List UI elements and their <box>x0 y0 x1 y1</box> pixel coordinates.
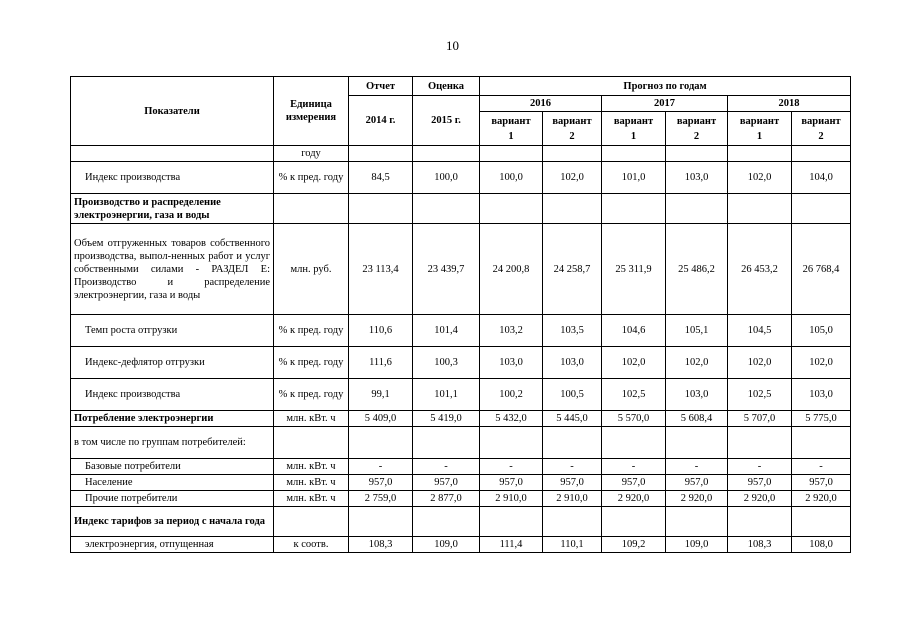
row-value <box>413 507 480 537</box>
variant-number: 1 <box>630 130 637 142</box>
header-unit: Единица измерения <box>274 77 349 146</box>
table-row <box>71 411 851 427</box>
row-value <box>666 427 728 459</box>
row-value: 102,0 <box>543 162 602 194</box>
row-value: 2 920,0 <box>792 491 851 507</box>
row-value: 104,0 <box>792 162 851 194</box>
page-number: 10 <box>446 38 459 53</box>
row-unit <box>274 427 349 459</box>
row-value: 101,4 <box>413 315 480 347</box>
row-name: Темп роста отгрузки <box>71 315 274 347</box>
row-value: - <box>666 459 728 475</box>
row-name: в том числе по группам потребителей: <box>71 427 274 459</box>
row-value: 102,5 <box>602 379 666 411</box>
row-value <box>480 507 543 537</box>
row-value: 2 920,0 <box>666 491 728 507</box>
row-value: - <box>480 459 543 475</box>
row-name: Прочие потребители <box>71 491 274 507</box>
row-value: 108,3 <box>349 537 413 553</box>
row-value: 108,0 <box>792 537 851 553</box>
row-unit: году <box>274 146 349 162</box>
row-value: 24 200,8 <box>480 224 543 315</box>
row-value <box>602 507 666 537</box>
row-value: 110,6 <box>349 315 413 347</box>
row-value: 24 258,7 <box>543 224 602 315</box>
header-year-2016: 2016 <box>480 96 602 112</box>
row-value: 111,6 <box>349 347 413 379</box>
row-unit: % к пред. году <box>274 379 349 411</box>
row-name: Потребление электроэнергии <box>71 411 274 427</box>
row-value <box>543 427 602 459</box>
row-value: 2 920,0 <box>728 491 792 507</box>
row-value <box>543 146 602 162</box>
table-row <box>71 537 851 553</box>
row-value: 26 768,4 <box>792 224 851 315</box>
row-value: 957,0 <box>728 475 792 491</box>
row-value: 957,0 <box>349 475 413 491</box>
header-estimate-year: 2015 г. <box>413 96 480 146</box>
row-unit: млн. кВт. ч <box>274 475 349 491</box>
header-variant-2018-2 <box>792 112 851 146</box>
row-value <box>728 507 792 537</box>
header-variant-2018-1 <box>728 112 792 146</box>
row-value <box>349 194 413 224</box>
row-value: 102,5 <box>728 379 792 411</box>
variant-word: вариант <box>739 115 780 127</box>
row-value <box>792 146 851 162</box>
row-value <box>666 507 728 537</box>
row-value: - <box>543 459 602 475</box>
row-value: 5 775,0 <box>792 411 851 427</box>
row-value <box>413 146 480 162</box>
row-value: 23 439,7 <box>413 224 480 315</box>
row-value: 957,0 <box>543 475 602 491</box>
row-value: 5 707,0 <box>728 411 792 427</box>
row-value <box>349 146 413 162</box>
row-unit: млн. кВт. ч <box>274 491 349 507</box>
row-value: 5 608,4 <box>666 411 728 427</box>
row-value: 104,5 <box>728 315 792 347</box>
row-name <box>71 146 274 162</box>
row-name: Производство и распределение электроэнергии, газа и воды <box>71 194 274 224</box>
row-value: - <box>728 459 792 475</box>
row-value: 25 486,2 <box>666 224 728 315</box>
table-row <box>71 224 851 315</box>
table-row <box>71 459 851 475</box>
variant-word: вариант <box>801 115 841 127</box>
row-unit: млн. руб. <box>274 224 349 315</box>
row-value: 110,1 <box>543 537 602 553</box>
header-report: Отчет <box>349 77 413 96</box>
variant-number: 1 <box>756 130 763 142</box>
row-value: 5 570,0 <box>602 411 666 427</box>
row-value: 103,5 <box>543 315 602 347</box>
row-value: 105,0 <box>792 315 851 347</box>
row-unit: % к пред. году <box>274 162 349 194</box>
row-value: 957,0 <box>666 475 728 491</box>
row-unit <box>274 194 349 224</box>
header-variant-2017-1 <box>602 112 666 146</box>
row-value: 100,2 <box>480 379 543 411</box>
table-row <box>71 315 851 347</box>
row-unit: млн. кВт. ч <box>274 411 349 427</box>
row-value: 99,1 <box>349 379 413 411</box>
table-row <box>71 162 851 194</box>
row-value: 5 432,0 <box>480 411 543 427</box>
row-value: 2 910,0 <box>543 491 602 507</box>
row-value: - <box>349 459 413 475</box>
row-value <box>602 427 666 459</box>
header-variant-2016-1 <box>480 112 543 146</box>
row-name: Индекс производства <box>71 379 274 411</box>
row-value <box>349 507 413 537</box>
row-name: Индекс-дефлятор отгрузки <box>71 347 274 379</box>
header-year-2018: 2018 <box>728 96 851 112</box>
row-value: 957,0 <box>792 475 851 491</box>
variant-number: 2 <box>693 130 700 142</box>
table-row <box>71 347 851 379</box>
row-value: 5 445,0 <box>543 411 602 427</box>
row-value <box>728 194 792 224</box>
variant-word: вариант <box>676 115 717 127</box>
table-row <box>71 194 851 224</box>
row-value: - <box>413 459 480 475</box>
table-row <box>71 427 851 459</box>
header-variant-2017-2 <box>666 112 728 146</box>
table-row <box>71 379 851 411</box>
row-value: 103,0 <box>543 347 602 379</box>
row-value: 105,1 <box>666 315 728 347</box>
row-value <box>543 194 602 224</box>
row-value <box>602 146 666 162</box>
row-name: электроэнергия, отпущенная <box>71 537 274 553</box>
row-value: 957,0 <box>413 475 480 491</box>
row-value: 103,0 <box>666 379 728 411</box>
row-value: 103,2 <box>480 315 543 347</box>
row-value: - <box>792 459 851 475</box>
header-indicators: Показатели <box>71 77 274 146</box>
row-value <box>666 194 728 224</box>
row-value: 100,5 <box>543 379 602 411</box>
row-value: 2 910,0 <box>480 491 543 507</box>
row-value: 109,2 <box>602 537 666 553</box>
header-variant-2016-2 <box>543 112 602 146</box>
row-value: 26 453,2 <box>728 224 792 315</box>
row-value: 2 759,0 <box>349 491 413 507</box>
row-value: 103,0 <box>666 162 728 194</box>
row-unit: к соотв. <box>274 537 349 553</box>
row-value: 100,3 <box>413 347 480 379</box>
row-value <box>792 507 851 537</box>
variant-word: вариант <box>552 115 592 127</box>
row-value: 102,0 <box>602 347 666 379</box>
header-estimate: Оценка <box>413 77 480 96</box>
variant-number: 1 <box>508 130 514 142</box>
row-value <box>480 427 543 459</box>
row-name: Индекс производства <box>71 162 274 194</box>
row-value: 101,0 <box>602 162 666 194</box>
header-report-year: 2014 г. <box>349 96 413 146</box>
row-value: 100,0 <box>480 162 543 194</box>
header-year-2017: 2017 <box>602 96 728 112</box>
row-value <box>602 194 666 224</box>
row-unit <box>274 507 349 537</box>
row-value: 103,0 <box>480 347 543 379</box>
row-value: 109,0 <box>666 537 728 553</box>
row-value: - <box>602 459 666 475</box>
row-value: 108,3 <box>728 537 792 553</box>
row-value: 5 409,0 <box>349 411 413 427</box>
row-value <box>349 427 413 459</box>
row-value: 2 877,0 <box>413 491 480 507</box>
table-row <box>71 475 851 491</box>
row-unit: % к пред. году <box>274 347 349 379</box>
row-value: 2 920,0 <box>602 491 666 507</box>
table-row <box>71 507 851 537</box>
row-name: Население <box>71 475 274 491</box>
row-value <box>666 146 728 162</box>
variant-number: 2 <box>569 130 575 142</box>
row-unit: % к пред. году <box>274 315 349 347</box>
row-value: 102,0 <box>792 347 851 379</box>
variant-word: вариант <box>613 115 654 127</box>
row-value: 111,4 <box>480 537 543 553</box>
row-value: 25 311,9 <box>602 224 666 315</box>
variant-number: 2 <box>818 130 824 142</box>
header-forecast: Прогноз по годам <box>480 77 851 96</box>
row-value <box>413 427 480 459</box>
forecast-table <box>70 76 851 553</box>
row-value <box>480 146 543 162</box>
row-value <box>413 194 480 224</box>
row-value: 100,0 <box>413 162 480 194</box>
row-unit: млн. кВт. ч <box>274 459 349 475</box>
table-row <box>71 491 851 507</box>
row-value: 23 113,4 <box>349 224 413 315</box>
row-value <box>728 427 792 459</box>
table-row <box>71 146 851 162</box>
row-value: 957,0 <box>480 475 543 491</box>
row-value: 5 419,0 <box>413 411 480 427</box>
variant-word: вариант <box>491 115 531 127</box>
row-value <box>480 194 543 224</box>
row-value: 84,5 <box>349 162 413 194</box>
row-value: 104,6 <box>602 315 666 347</box>
row-value <box>728 146 792 162</box>
row-value: 957,0 <box>602 475 666 491</box>
row-value: 101,1 <box>413 379 480 411</box>
row-value: 102,0 <box>666 347 728 379</box>
row-value: 102,0 <box>728 347 792 379</box>
row-value <box>792 427 851 459</box>
row-name: Объем отгруженных товаров собственного производства, выпол-ненных работ и услуг собственными силами - РАЗДЕЛ Е: Производство и распределение электроэнергии, газа и воды <box>71 224 274 315</box>
row-value: 102,0 <box>728 162 792 194</box>
row-name: Базовые потребители <box>71 459 274 475</box>
row-value: 109,0 <box>413 537 480 553</box>
row-name: Индекс тарифов за период с начала года <box>71 507 274 537</box>
row-value <box>792 194 851 224</box>
row-value: 103,0 <box>792 379 851 411</box>
row-value <box>543 507 602 537</box>
